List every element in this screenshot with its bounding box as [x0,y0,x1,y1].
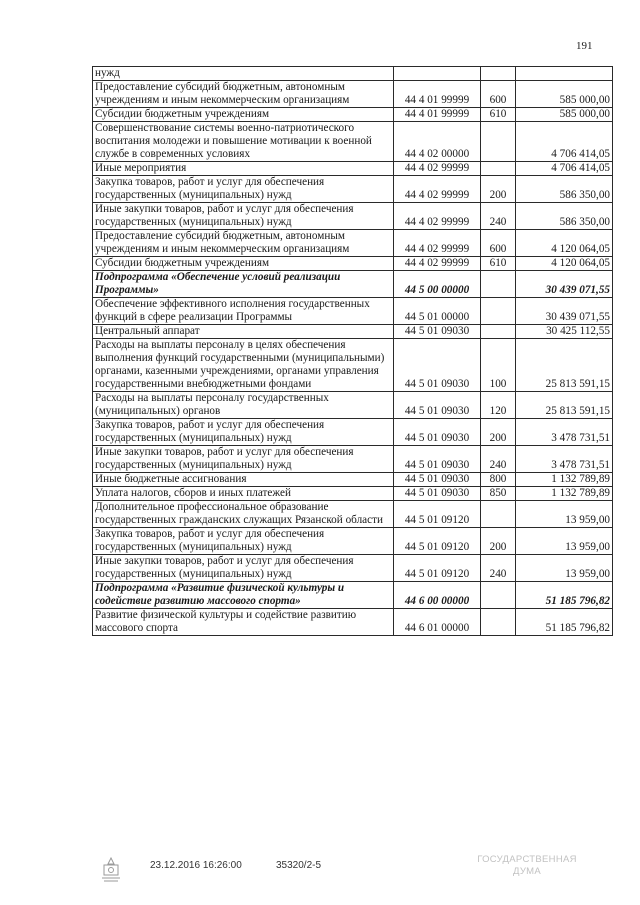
table-row [93,162,613,176]
stamp-icon [98,856,124,886]
row-code-cell: 44 5 01 09120 [394,501,481,528]
row-sum-cell: 3 478 731,51 [516,446,613,473]
row-code-cell: 44 5 01 09030 [394,473,481,487]
row-name-cell: Закупка товаров, работ и услуг для обеспечения государственных (муниципальных) нужд [93,419,394,446]
row-name-cell: Расходы на выплаты персоналу в целях обеспечения выполнения функций государственными (муниципальными) органами, казенными учреждениями, органами управления государственными внебюджетными фондами [93,339,394,392]
table-row [93,609,613,636]
watermark [452,854,602,878]
row-sum-cell: 585 000,00 [516,81,613,108]
row-expense-type-cell: 100 [481,339,516,392]
row-sum-cell: 1 132 789,89 [516,487,613,501]
row-sum-cell: 13 959,00 [516,501,613,528]
row-name-cell: Совершенствование системы военно-патриотического воспитания молодежи и повышение мотивации к военной службе в современных условиях [93,122,394,162]
table-row [93,528,613,555]
table-row [93,203,613,230]
row-sum-cell: 4 706 414,05 [516,162,613,176]
row-name-cell: Субсидии бюджетным учреждениям [93,257,394,271]
row-sum-cell: 586 350,00 [516,203,613,230]
row-code-cell: 44 4 01 99999 [394,81,481,108]
row-code-cell: 44 6 01 00000 [394,609,481,636]
footer-date: 23.12.2016 16:26:00 [150,860,242,871]
page-footer [0,850,640,890]
row-sum-cell: 51 185 796,82 [516,582,613,609]
footer-document-code: 35320/2-5 [276,860,322,871]
row-code-cell: 44 4 01 99999 [394,108,481,122]
row-expense-type-cell [481,325,516,339]
row-name-cell: Иные закупки товаров, работ и услуг для обеспечения государственных (муниципальных) нужд [93,446,394,473]
row-expense-type-cell: 850 [481,487,516,501]
row-name-cell: Расходы на выплаты персоналу государственных (муниципальных) органов [93,392,394,419]
subprogram-row [93,582,613,609]
row-sum-cell: 30 439 071,55 [516,298,613,325]
table-row [93,257,613,271]
row-code-cell: 44 5 01 09030 [394,392,481,419]
row-sum-cell: 4 120 064,05 [516,230,613,257]
row-code-cell: 44 4 02 99999 [394,176,481,203]
row-expense-type-cell: 600 [481,81,516,108]
row-name-cell: Иные мероприятия [93,162,394,176]
table-row [93,419,613,446]
row-expense-type-cell [481,582,516,609]
row-code-cell: 44 4 02 00000 [394,122,481,162]
row-sum-cell: 3 478 731,51 [516,419,613,446]
row-code-cell: 44 5 00 00000 [394,271,481,298]
row-expense-type-cell: 610 [481,108,516,122]
row-name-cell: Уплата налогов, сборов и иных платежей [93,487,394,501]
row-sum-cell: 13 959,00 [516,528,613,555]
row-code-cell: 44 4 02 99999 [394,230,481,257]
row-code-cell: 44 6 00 00000 [394,582,481,609]
row-name-cell: Дополнительное профессиональное образование государственных гражданских служащих Рязанской области [93,501,394,528]
row-expense-type-cell: 200 [481,176,516,203]
table-row [93,122,613,162]
row-code-cell: 44 5 01 09030 [394,487,481,501]
table-row [93,473,613,487]
table-row [93,298,613,325]
row-sum-cell [516,67,613,81]
table-row [93,555,613,582]
row-code-cell: 44 5 01 09030 [394,339,481,392]
row-sum-cell: 25 813 591,15 [516,392,613,419]
row-sum-cell: 51 185 796,82 [516,609,613,636]
row-name-cell: Закупка товаров, работ и услуг для обеспечения государственных (муниципальных) нужд [93,176,394,203]
row-expense-type-cell: 800 [481,473,516,487]
table-row [93,446,613,473]
table-row [93,325,613,339]
row-code-cell: 44 5 01 00000 [394,298,481,325]
table-row [93,108,613,122]
row-code-cell: 44 5 01 09030 [394,446,481,473]
table-row [93,176,613,203]
row-name-cell: Обеспечение эффективного исполнения государственных функций в сфере реализации Программы [93,298,394,325]
row-code-cell: 44 5 01 09120 [394,528,481,555]
row-name-cell: Субсидии бюджетным учреждениям [93,108,394,122]
table-row [93,501,613,528]
table-row [93,339,613,392]
row-expense-type-cell [481,67,516,81]
row-code-cell: 44 5 01 09120 [394,555,481,582]
row-sum-cell: 585 000,00 [516,108,613,122]
row-code-cell: 44 4 02 99999 [394,257,481,271]
row-sum-cell: 1 132 789,89 [516,473,613,487]
row-sum-cell: 30 425 112,55 [516,325,613,339]
table-row [93,392,613,419]
row-sum-cell: 4 706 414,05 [516,122,613,162]
row-expense-type-cell: 120 [481,392,516,419]
watermark-line-2: ДУМА [512,866,542,877]
row-sum-cell: 25 813 591,15 [516,339,613,392]
row-expense-type-cell [481,122,516,162]
row-name-cell: Подпрограмма «Развитие физической культуры и содействие развитию массового спорта» [93,582,394,609]
row-expense-type-cell [481,501,516,528]
row-name-cell: Центральный аппарат [93,325,394,339]
row-name-cell: Иные закупки товаров, работ и услуг для обеспечения государственных (муниципальных) нужд [93,555,394,582]
row-code-cell: 44 4 02 99999 [394,203,481,230]
row-code-cell [394,67,481,81]
row-expense-type-cell [481,271,516,298]
budget-table [92,66,613,636]
table-row [93,487,613,501]
row-expense-type-cell: 240 [481,555,516,582]
table-row [93,230,613,257]
row-expense-type-cell: 240 [481,203,516,230]
row-code-cell: 44 5 01 09030 [394,325,481,339]
row-name-cell: Предоставление субсидий бюджетным, автономным учреждениям и иным некоммерческим организациям [93,230,394,257]
table-row [93,67,613,81]
watermark-line-1: ГОСУДАРСТВЕННАЯ [477,854,577,865]
row-expense-type-cell: 610 [481,257,516,271]
table-body [93,67,613,636]
row-expense-type-cell [481,162,516,176]
row-expense-type-cell [481,298,516,325]
subprogram-row [93,271,613,298]
row-name-cell: Закупка товаров, работ и услуг для обеспечения государственных (муниципальных) нужд [93,528,394,555]
row-expense-type-cell [481,609,516,636]
row-sum-cell: 4 120 064,05 [516,257,613,271]
row-expense-type-cell: 200 [481,419,516,446]
table-row [93,81,613,108]
row-sum-cell: 30 439 071,55 [516,271,613,298]
row-sum-cell: 13 959,00 [516,555,613,582]
row-expense-type-cell: 240 [481,446,516,473]
row-name-cell: Иные закупки товаров, работ и услуг для обеспечения государственных (муниципальных) нужд [93,203,394,230]
row-name-cell: Подпрограмма «Обеспечение условий реализации Программы» [93,271,394,298]
row-sum-cell: 586 350,00 [516,176,613,203]
row-expense-type-cell: 600 [481,230,516,257]
row-name-cell: Развитие физической культуры и содействие развитию массового спорта [93,609,394,636]
row-name-cell: нужд [93,67,394,81]
row-code-cell: 44 4 02 99999 [394,162,481,176]
page-number: 191 [576,40,593,52]
row-code-cell: 44 5 01 09030 [394,419,481,446]
row-expense-type-cell: 200 [481,528,516,555]
row-name-cell: Иные бюджетные ассигнования [93,473,394,487]
row-name-cell: Предоставление субсидий бюджетным, автономным учреждениям и иным некоммерческим организациям [93,81,394,108]
